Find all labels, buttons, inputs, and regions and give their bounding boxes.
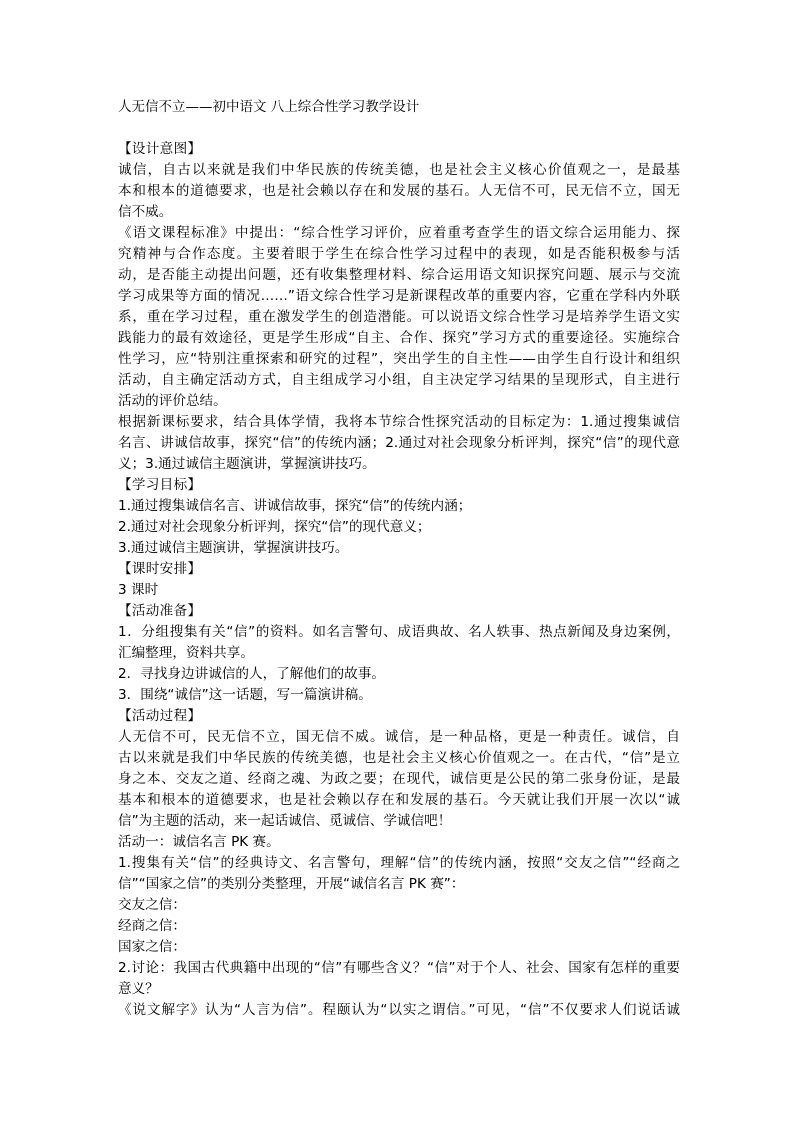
paragraph-line: 活动，自主确定活动方式，自主组成学习小组，自主决定学习结果的呈现形式，自主进行 <box>118 372 680 388</box>
paragraph-line: 3．围绕“诚信”这一话题，写一篇演讲稿。 <box>118 687 372 703</box>
section-heading: 【活动准备】 <box>118 603 202 619</box>
paragraph-line: 1.搜集有关“信”的经典诗文、名言警句，理解“信”的传统内涵，按照“交友之信”“经商之 <box>118 855 680 871</box>
paragraph-line: 系，重在学习过程，重在激发学生的创造潜能。可以说语文综合性学习是培养学生语文实 <box>118 309 680 325</box>
paragraph-line: 交友之信： <box>118 897 186 913</box>
paragraph-line: 2.讨论：我国古代典籍中出现的“信”有哪些含义？“信”对于个人、社会、国家有怎样的重要 <box>118 960 680 976</box>
paragraph-line: 性学习，应“特别注重探索和研究的过程”，突出学生的自主性——由学生自行设计和组织 <box>118 351 680 367</box>
paragraph-line: 义；3.通过诚信主题演讲，掌握演讲技巧。 <box>118 456 376 472</box>
paragraph-line: 信”为主题的活动，来一起话诚信、觅诚信、学诚信吧！ <box>118 813 452 829</box>
paragraph-line: 《语文课程标准》中提出：“综合性学习评价，应着重考查学生的语文综合运用能力、探 <box>118 225 680 241</box>
section-heading: 【学习目标】 <box>118 477 202 493</box>
section-heading: 【设计意图】 <box>118 141 202 157</box>
paragraph-line: 2．寻找身边讲诚信的人，了解他们的故事。 <box>118 666 385 682</box>
paragraph-line: 1．分组搜集有关“信”的资料。如名言警句、成语典故、名人轶事、热点新闻及身边案例， <box>118 624 680 640</box>
document-body <box>118 97 680 1021</box>
paragraph-line: 究精神与合作态度。主要着眼于学生在综合性学习过程中的表现，如是否能积极参与活 <box>118 246 680 262</box>
paragraph-line: 3 课时 <box>118 582 159 598</box>
section-heading: 【活动过程】 <box>118 708 202 724</box>
section-heading: 【课时安排】 <box>118 561 202 577</box>
document-title: 人无信不立——初中语文 八上综合性学习教学设计 <box>118 99 420 115</box>
paragraph-line: 基本和根本的道德要求，也是社会赖以存在和发展的基石。今天就让我们开展一次以“诚 <box>118 792 680 808</box>
paragraph-line: 经商之信： <box>118 918 186 934</box>
paragraph-line: 2.通过对社会现象分析评判，探究“信”的现代意义； <box>118 519 431 535</box>
paragraph-line: 3.通过诚信主题演讲，掌握演讲技巧。 <box>118 540 349 556</box>
paragraph-line: 人无信不可，民无信不立，国无信不威。诚信，是一种品格，更是一种责任。诚信，自 <box>118 729 680 745</box>
paragraph-line: 信不威。 <box>118 204 173 220</box>
paragraph-line: 活动的评价总结。 <box>118 393 227 409</box>
paragraph-line: 信”“国家之信”的类别分类整理，开展“诚信名言 PK 赛”： <box>118 876 465 892</box>
paragraph-line: 意义？ <box>118 981 159 997</box>
paragraph-line: 诚信，自古以来就是我们中华民族的传统美德，也是社会主义核心价值观之一，是最基 <box>118 162 680 178</box>
paragraph-line: 本和根本的道德要求，也是社会赖以存在和发展的基石。人无信不可，民无信不立，国无 <box>118 183 680 199</box>
paragraph-line: 根据新课标要求，结合具体学情，我将本节综合性探究活动的目标定为：1.通过搜集诚信 <box>118 414 680 430</box>
paragraph-line: 学习成果等方面的情况……”语文综合性学习是新课程改革的重要内容，它重在学科内外联 <box>118 288 680 304</box>
paragraph-line: 国家之信： <box>118 939 186 955</box>
paragraph-line: 身之本、交友之道、经商之魂、为政之要；在现代，诚信更是公民的第二张身份证，是最 <box>118 771 680 787</box>
paragraph-line: 《说文解字》认为“人言为信”。程颐认为“以实之谓信。”可见，“信”不仅要求人们说话诚 <box>118 1002 680 1018</box>
paragraph-line: 古以来就是我们中华民族的传统美德，也是社会主义核心价值观之一。在古代，“信”是立 <box>118 750 680 766</box>
document-text-lines <box>118 139 680 1021</box>
paragraph-line: 汇编整理，资料共享。 <box>118 645 254 661</box>
paragraph-line: 动，是否能主动提出问题，还有收集整理材料、综合运用语文知识探究问题、展示与交流 <box>118 267 680 283</box>
paragraph-line: 活动一：诚信名言 PK 赛。 <box>118 834 280 850</box>
paragraph-line: 名言、讲诚信故事，探究“信”的传统内涵；2.通过对社会现象分析评判，探究“信”的现代意 <box>118 435 680 451</box>
paragraph-line: 践能力的最有效途径，更是学生形成“自主、合作、探究”学习方式的重要途径。实施综合 <box>118 330 680 346</box>
paragraph-line: 1.通过搜集诚信名言、讲诚信故事，探究“信”的传统内涵； <box>118 498 472 514</box>
